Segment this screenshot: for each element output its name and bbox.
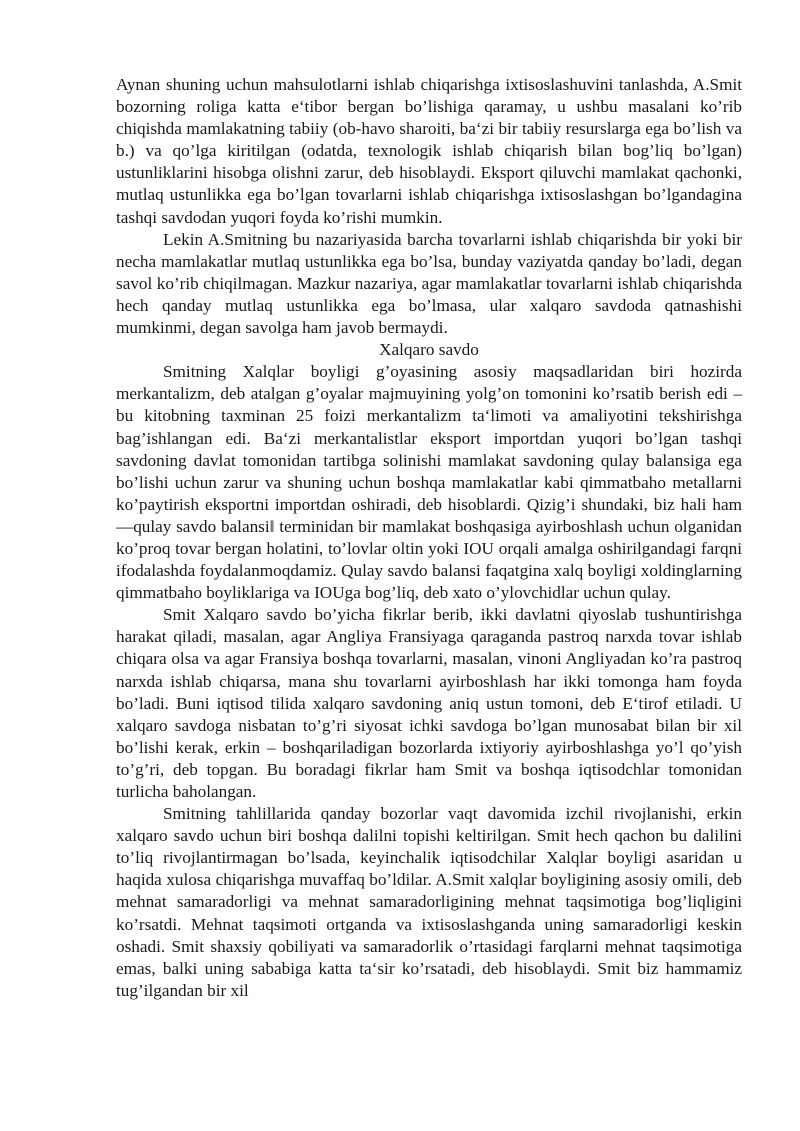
paragraph-mercantilism: Smitning Xalqlar boyligi g’oyasining asosiy maqsadlaridan biri hozirda merkantalizm, deb atalgan g’oyalar majmuyining yolg’on tomonini ko’rsatib berish edi – bu kitobning taxminan 25 foizi merkantalizm ta‘limoti va amaliyotini tekshirishga bag’ishlangan edi. Ba‘zi merkantalistlar eksport importdan yuqori bo’lgan tashqi savdoning davlat tomonidan tartibga solinishi mamlakat savdoning qulay balansiga ega bo’lishi uchun zarur va shuning uchun boshqa mamlakatlar kabi qimmatbaho metallarni ko’paytirish eksportni importdan oshiradi, deb hisoblardi. Qizig’i shundaki, biz hali ham ―qulay savdo balansi‖ terminidan bir mamlakat boshqasiga ayirboshlash uchun olganidan ko’proq tovar bergan holatini, to’lovlar oltin yoki IOU orqali amalga oshirilgandagi farqni ifodalashda foydalanmoqdamiz. Qulay savdo balansi faqatgina xalq boyligi xoldinglarning qimmatbaho boyliklariga va IOUga bog’liq, deb xato o’ylovchidlar uchun qulay. (116, 362, 742, 603)
paragraph-division-of-labour: Smitning tahlillarida qanday bozorlar vaqt davomida izchil rivojlanishi, erkin xalqaro savdo uchun biri boshqa dalilni topishi keltirilgan. Smit hech qachon bu dalilini to’liq rivojlantirmagan bo’lsada, keyinchalik iqtisodchilar Xalqlar boyligi asaridan u haqida xulosa chiqarishga muvaffaq bo’ldilar. A.Smit xalqlar boyligining asosiy omili, deb mehnat samaradorligi va mehnat samaradorligining mehnat taqsimotiga bog’liqligini ko’rsatdi. Mehnat taqsimoti ortganda va ixtisoslashganda uning samaradorligi keskin oshadi. Smit shaxsiy qobiliyati va samaradorlik o’rtasidagi farqlarni mehnat taqsimotiga emas, balki uning sababiga katta ta‘sir ko’rsatadi, deb hisoblaydi. Smit biz hammamiz tug’ilgandan bir xil (116, 804, 742, 1000)
paragraph-critique: Lekin A.Smitning bu nazariyasida barcha tovarlarni ishlab chiqarishda bir yoki bir necha mamlakatlar mutlaq ustunlikka ega bo’lsa, bunday vaziyatda qanday bo’ladi, degan savol ko’rib chiqilmagan. Mazkur nazariya, agar mamlakatlar tovarlarni ishlab chiqarishda hech qanday mutlaq ustunlikka ega bo’lmasa, ular xalqaro savdoda qatnashishi mumkinmi, degan savolga ham javob bermaydi. (116, 229, 742, 338)
paragraph-intro: Aynan shuning uchun mahsulotlarni ishlab chiqarishga ixtisoslashuvini tanlashda, A.Smit bozorning roliga katta e‘tibor bergan bo’lishiga qaramay, u ushbu masalani ko’rib chiqishda mamlakatning tabiiy (ob-havo sharoiti, ba‘zi bir tabiiy resurslarga ega bo’lish va b.) va qo’lga kiritilgan (odatda, texnologik ishlab chiqarish bilan bog’liq bo’lgan) ustunliklarini hisobga olishni zarur, deb hisoblaydi. Eksport qiluvchi mamlakat qachonki, mutlaq ustunlikka ega bo’lgan tovarlarni ishlab chiqarishga ixtisoslashgan bo’lgandagina tashqi savdodan yuqori foyda ko’rishi mumkin. (116, 75, 742, 227)
document-body (116, 74, 742, 1002)
paragraph-trade-advantage: Smit Xalqaro savdo bo’yicha fikrlar berib, ikki davlatni qiyoslab tushuntirishga harakat qiladi, masalan, agar Angliya Fransiyaga qaraganda pastroq narxda tovar ishlab chiqara olsa va agar Fransiya boshqa tovarlarni, masalan, vinoni Angliyadan ko’ra pastroq narxda ishlab chiqarsa, mana shu tovarlarni ayirboshlash har ikki tomonga ham foyda bo’ladi. Buni iqtisod tilida xalqaro savdoning aniq ustun tomoni, deb E‘tirof etiladi. U xalqaro savdoga nisbatan to’g’ri siyosat ichki savdoga bo’lgan munosabat bilan bir xil bo’lishi kerak, erkin – boshqariladigan bozorlarda ixtiyoriy ayirboshlashga yo’l qo’yish to’g’ri, deb topgan. Bu boradagi fikrlar ham Smit va boshqa iqtisodchlar tomonidan turlicha baholangan. (116, 605, 742, 801)
section-heading: Xalqaro savdo (379, 340, 479, 360)
